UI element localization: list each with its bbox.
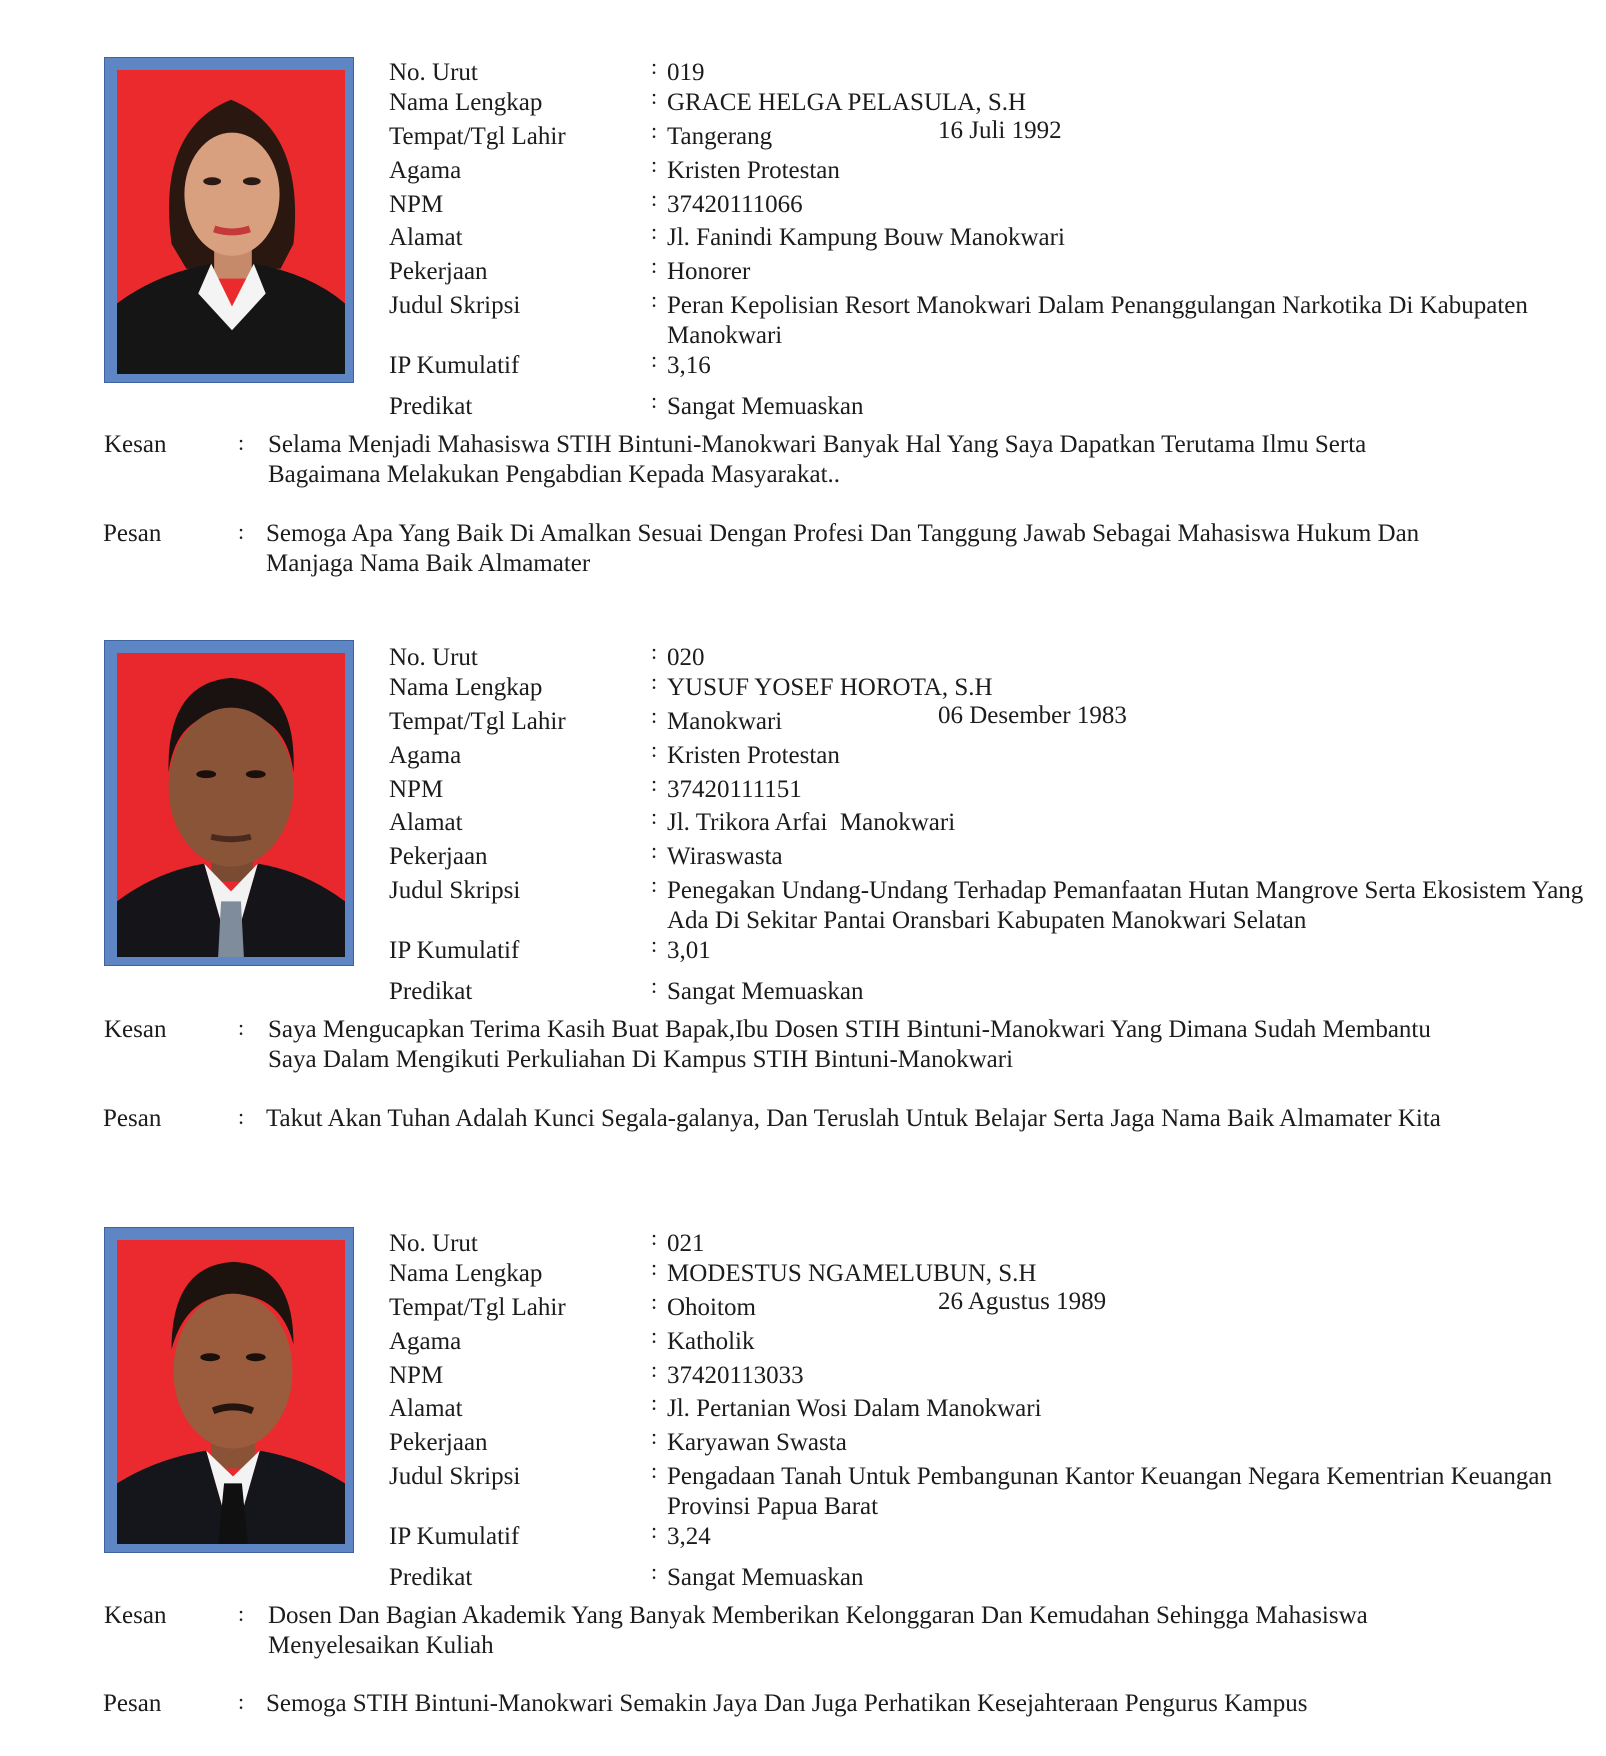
field-predikat: Predikat : Sangat Memuaskan xyxy=(389,973,864,1005)
field-no-urut: No. Urut : 020 xyxy=(389,639,705,671)
field-npm: NPM : 37420111151 xyxy=(389,771,802,803)
field-ipk: IP Kumulatif : 3,24 xyxy=(389,1518,711,1550)
field-pekerjaan: Pekerjaan : Wiraswasta xyxy=(389,838,783,870)
field-ipk: IP Kumulatif : 3,16 xyxy=(389,347,711,379)
field-judul: Judul Skripsi : Peran Kepolisian Resort Manokwari Dalam Penanggulangan Narkotika Di Kabupaten Manokwari xyxy=(389,287,1528,349)
field-judul: Judul Skripsi : Penegakan Undang-Undang Terhadap Pemanfaatan Hutan Mangrove Serta Ekosistem Yang Ada Di Sekitar Pantai Oransbari Kabupaten Manokwari Selatan xyxy=(389,872,1584,934)
field-no-urut: No. Urut : 021 xyxy=(389,1225,705,1257)
graduate-entry-021: No. Urut : 021 Nama Lengkap : MODESTUS NGAMELUBUN, S.H Tempat/Tgl Lahir : Ohoitom 26 Agustus 1989 Agama : Katholik NPM : 37420113033 Alamat : Jl. Pertanian Wosi Dalam Manokwari Pekerjaan : Karyawan Swasta Judul Skripsi : Pengadaan Tanah Untuk Pembangunan Kantor Keuangan Negara Kementrian Keuangan Provinsi Papua Barat IP Kumulatif : 3,24 Predikat : Sangat Memuaskan Kesan : Dosen Dan Bagian Akademik Yang Banyak Memberikan Kelonggaran Dan Kemudahan Sehingga Mahasiswa Menyelesaikan Kuliah Pesan : Semoga STIH Bintuni-Manokwari Semakin Jaya Dan Juga Perhatikan Kesejahteraan Pengurus Kampus xyxy=(0,1171,1606,1756)
field-agama: Agama : Kristen Protestan xyxy=(389,737,840,769)
field-npm: NPM : 37420113033 xyxy=(389,1357,804,1389)
field-ttl: Tempat/Tgl Lahir : Ohoitom 26 Agustus 1989 xyxy=(389,1288,1107,1321)
field-ipk: IP Kumulatif : 3,01 xyxy=(389,932,711,964)
field-pekerjaan: Pekerjaan : Karyawan Swasta xyxy=(389,1424,847,1456)
field-judul: Judul Skripsi : Pengadaan Tanah Untuk Pembangunan Kantor Keuangan Negara Kementrian Keuangan Provinsi Papua Barat xyxy=(389,1458,1552,1520)
field-alamat: Alamat : Jl. Pertanian Wosi Dalam Manokwari xyxy=(389,1390,1042,1422)
field-ttl: Tempat/Tgl Lahir : Manokwari 06 Desember 1983 xyxy=(389,702,1127,735)
field-pekerjaan: Pekerjaan : Honorer xyxy=(389,253,751,285)
field-nama: Nama Lengkap : YUSUF YOSEF HOROTA, S.H xyxy=(389,669,993,701)
field-predikat: Predikat : Sangat Memuaskan xyxy=(389,1559,864,1591)
field-predikat: Predikat : Sangat Memuaskan xyxy=(389,388,864,420)
field-nama: Nama Lengkap : MODESTUS NGAMELUBUN, S.H xyxy=(389,1255,1037,1287)
field-alamat: Alamat : Jl. Fanindi Kampung Bouw Manokwari xyxy=(389,219,1065,251)
field-alamat: Alamat : Jl. Trikora Arfai Manokwari xyxy=(389,804,956,836)
graduate-entry-019: No. Urut : 019 Nama Lengkap : GRACE HELGA PELASULA, S.H Tempat/Tgl Lahir : Tangerang 16 Juli 1992 Agama : Kristen Protestan NPM : 37420111066 Alamat : Jl. Fanindi Kampung Bouw Manokwari Pekerjaan : Honorer Judul Skripsi : Peran Kepolisian Resort Manokwari Dalam Penanggulangan Narkotika Di Kabupaten Manokwari IP Kumulatif : 3,16 Predikat : Sangat Memuaskan Kesan : Selama Menjadi Mahasiswa STIH Bintuni-Manokwari Banyak Hal Yang Saya Dapatkan Terutama Ilmu Serta Bagaimana Melakukan Pengabdian Kepada Masyarakat.. Pesan : Semoga Apa Yang Baik Di Amalkan Sesuai Dengan Profesi Dan Tanggung Jawab Sebagai Mahasiswa Hukum Dan Manjaga Nama Baik Almamater xyxy=(0,0,1606,585)
graduate-entry-020: No. Urut : 020 Nama Lengkap : YUSUF YOSEF HOROTA, S.H Tempat/Tgl Lahir : Manokwari 06 Desember 1983 Agama : Kristen Protestan NPM : 37420111151 Alamat : Jl. Trikora Arfai Manokwari Pekerjaan : Wiraswasta Judul Skripsi : Penegakan Undang-Undang Terhadap Pemanfaatan Hutan Mangrove Serta Ekosistem Yang Ada Di Sekitar Pantai Oransbari Kabupaten Manokwari Selatan IP Kumulatif : 3,01 Predikat : Sangat Memuaskan Kesan : Saya Mengucapkan Terima Kasih Buat Bapak,Ibu Dosen STIH Bintuni-Manokwari Yang Dimana Sudah Membantu Saya Dalam Mengikuti Perkuliahan Di Kampus STIH Bintuni-Manokwari Pesan : Takut Akan Tuhan Adalah Kunci Segala-galanya, Dan Teruslah Untuk Belajar Serta Jaga Nama Baik Almamater Kita xyxy=(0,585,1606,1170)
field-nama: Nama Lengkap : GRACE HELGA PELASULA, S.H xyxy=(389,84,1027,116)
field-ttl: Tempat/Tgl Lahir : Tangerang 16 Juli 1992 xyxy=(389,117,1062,150)
field-agama: Agama : Kristen Protestan xyxy=(389,152,840,184)
field-agama: Agama : Katholik xyxy=(389,1323,755,1355)
field-npm: NPM : 37420111066 xyxy=(389,186,803,218)
field-no-urut: No. Urut : 019 xyxy=(389,54,705,86)
